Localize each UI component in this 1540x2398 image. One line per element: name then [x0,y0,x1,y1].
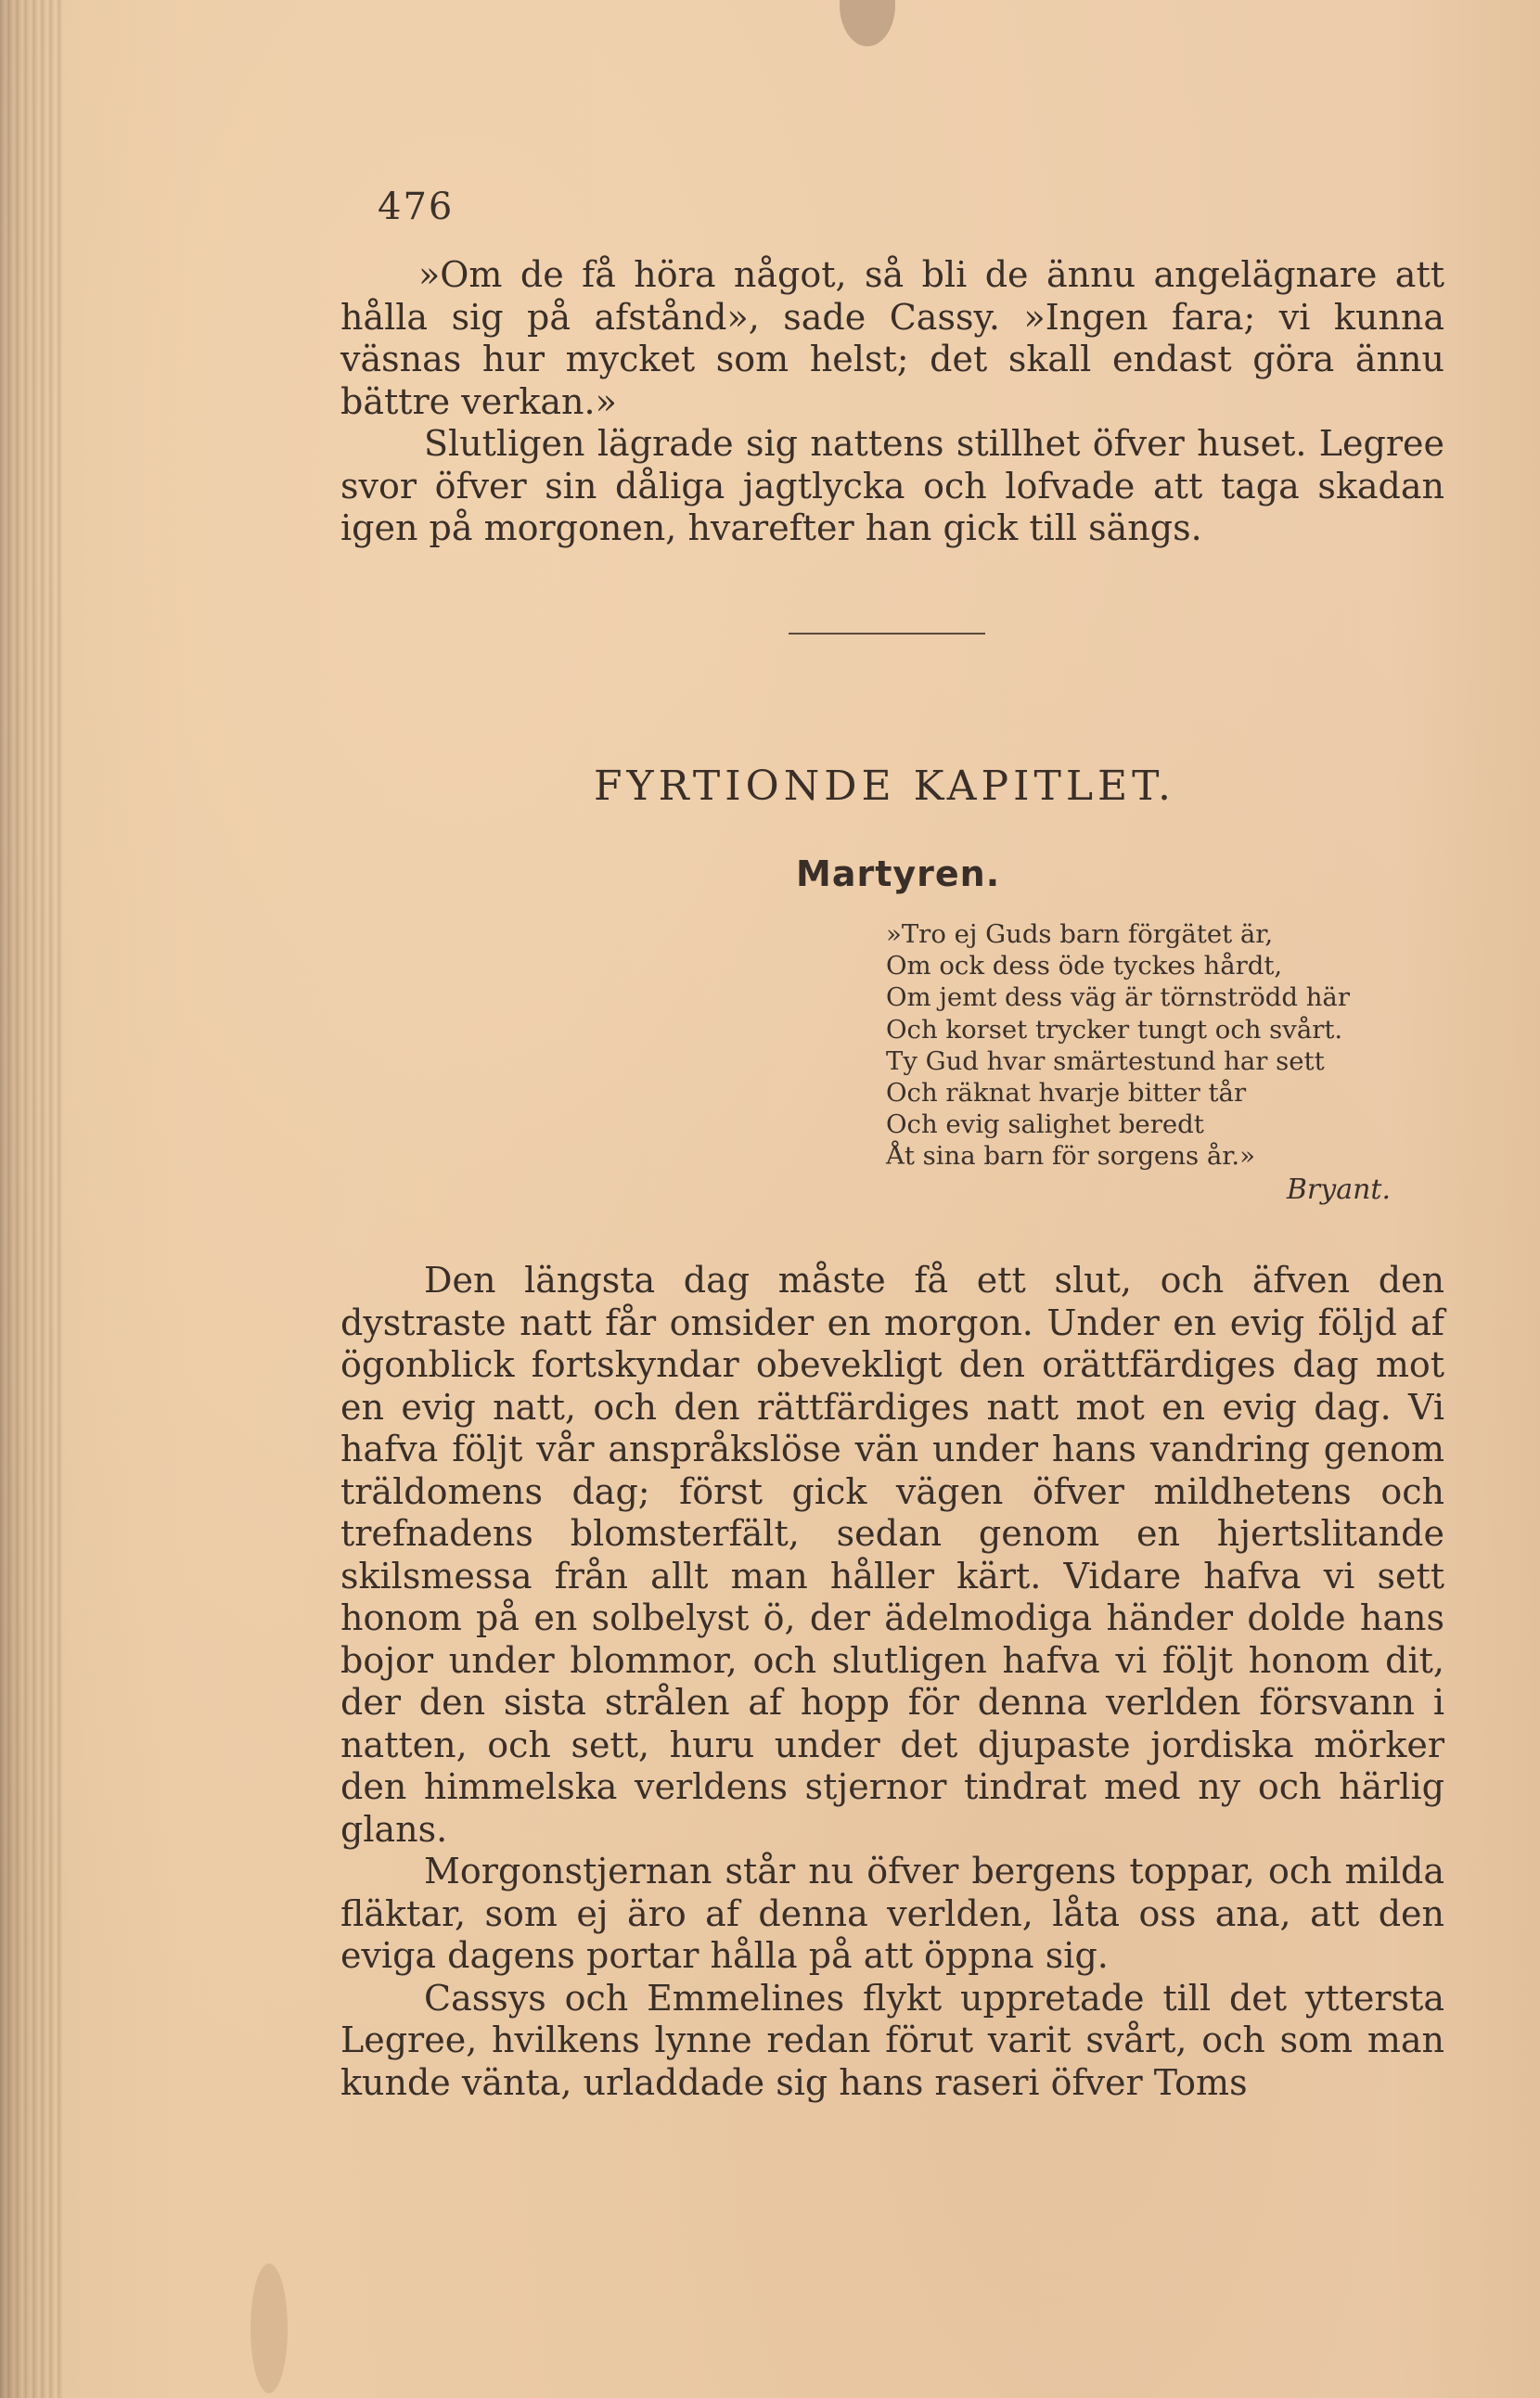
epigraph-line: »Tro ej Guds barn förgätet är, [886,919,1274,949]
paper-stain [250,2263,288,2393]
epigraph-line: Åt sina barn för sorgens år.» [886,1141,1255,1172]
chapter-title: FYRTIONDE KAPITLET. [594,763,1176,810]
epigraph-attribution: Bryant. [1286,1173,1391,1206]
opening-paragraph: Slutligen lägrade sig nattens stillhet öfver huset. Legree svor öfver sin dåliga jagtlycka och lofvade att taga skadan igen på morgonen, hvarefter han gick till sängs. [340,423,1444,548]
opening-text [340,254,1444,550]
chapter-body [340,1260,1444,2104]
body-paragraph: Morgonstjernan står nu öfver bergens toppar, och milda fläktar, som ej äro af denna verlden, låta oss ana, att den eviga dagens portar hålla på att öppna sig. [340,1851,1444,1976]
page-number: 476 [378,186,455,228]
epigraph-line: Ty Gud hvar smärtestund har sett [886,1045,1325,1076]
paper-stain [840,0,895,46]
chapter-subtitle: Martyren. [796,853,1001,894]
page-gutter-edge [0,0,65,2398]
opening-paragraph: »Om de få höra något, så bli de ännu angelägnare att hålla sig på afstånd», sade Cassy. »Ingen fara; vi kunna väsnas hur mycket som helst; det skall endast göra ännu bättre verkan.» [340,254,1444,422]
epigraph-line: Och evig salighet beredt [886,1109,1204,1140]
epigraph-line: Och korset trycker tungt och svårt. [886,1014,1343,1045]
epigraph [886,918,1433,1206]
body-paragraph: Den längsta dag måste få ett slut, och äfven den dystraste natt får omsider en morgon. Under en evig följd af ögonblick fortskyndar obevekligt den orättfärdiges dag mot en evig natt, och den rättfärdiges natt mot en evig dag. Vi hafva följt vår anspråkslöse vän under hans vandring genom träldomens dag; först gick vägen öfver mildhetens och trefnadens blomsterfält, sedan genom en hjertslitande skilsmessa från allt man håller kärt. Vidare hafva vi sett honom på en solbelyst ö, der ädelmodiga händer dolde hans bojor under blommor, och slutligen hafva vi följt honom dit, der den sista strålen af hopp för denna verlden försvann i natten, och sett, huru under det djupaste jordiska mörker den himmelska verldens stjernor tindrat med ny och härlig glans. [340,1260,1444,1850]
body-paragraph: Cassys och Emmelines flykt uppretade till det yttersta Legree, hvilkens lynne redan förut varit svårt, och som man kunde vänta, urladdade sig hans raseri öfver Toms [340,1977,1444,2103]
section-divider [789,633,985,635]
epigraph-line: Om ock dess öde tyckes hårdt, [886,951,1283,981]
epigraph-line: Om jemt dess väg är törnströdd här [886,982,1350,1013]
epigraph-line: Och räknat hvarje bitter tår [886,1078,1247,1109]
